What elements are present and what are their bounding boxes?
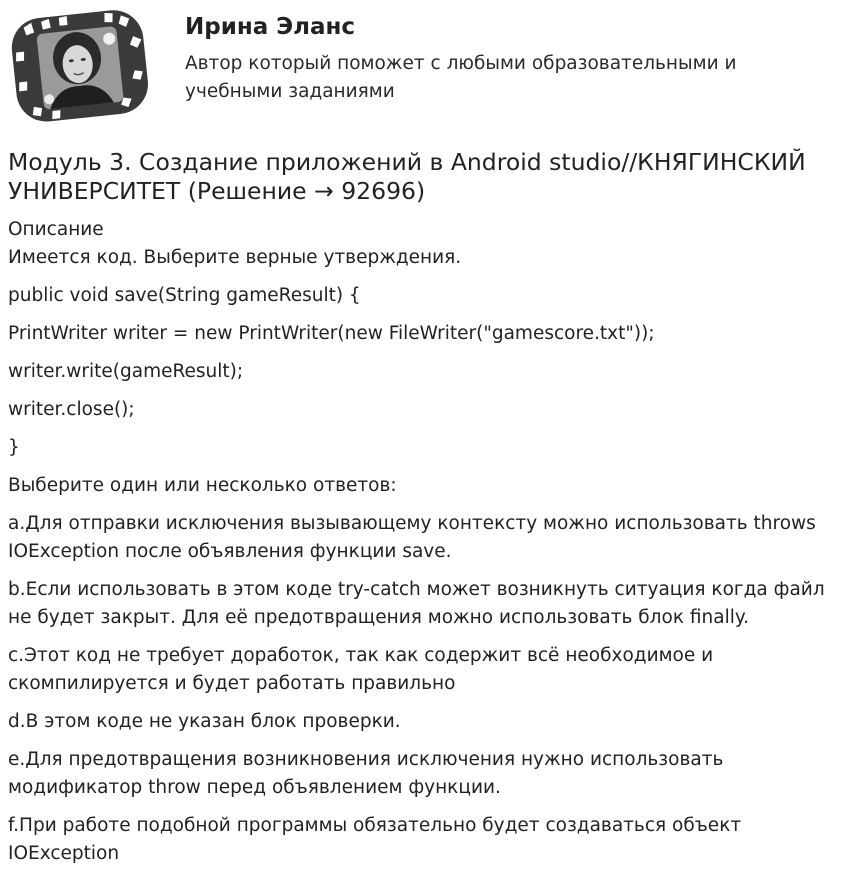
avatar-film-frame-icon xyxy=(6,6,152,128)
author-name[interactable]: Ирина Эланс xyxy=(185,14,356,40)
page-title: Модуль 3. Создание приложений в Android studio//КНЯГИНСКИЙ УНИВЕРСИТЕТ (Решение → 92696) xyxy=(8,148,806,205)
author-avatar[interactable] xyxy=(6,6,152,128)
code-line: writer.write(gameResult); xyxy=(8,361,244,382)
code-line: public void save(String gameResult) { xyxy=(8,285,361,306)
description-text: Имеется код. Выберите верные утверждения. xyxy=(8,247,462,268)
answer-option-f: f.При работе подобной программы обязательно будет создаваться объект IOException xyxy=(8,815,742,864)
code-line: writer.close(); xyxy=(8,399,135,420)
answer-option-e: e.Для предотвращения возникновения исключения нужно использовать модификатор throw перед объявлением функции. xyxy=(8,749,724,798)
code-line: PrintWriter writer = new PrintWriter(new FileWriter("gamescore.txt")); xyxy=(8,323,655,344)
answer-option-b: b.Если использовать в этом коде try-catch может возникнуть ситуация когда файл не будет закрыт. Для её предотвращения можно использовать блок finally. xyxy=(8,579,825,628)
author-description: Автор который поможет с любыми образовательными и учебными заданиями xyxy=(185,53,737,102)
answer-option-c: c.Этот код не требует доработок, так как содержит всё необходимое и скомпилируется и будет работать правильно xyxy=(8,645,714,694)
code-line: } xyxy=(8,437,20,458)
answer-option-d: d.В этом коде не указан блок проверки. xyxy=(8,711,401,732)
author-header xyxy=(0,0,847,135)
question-content xyxy=(8,216,844,868)
description-label: Описание xyxy=(8,219,104,240)
answer-prompt: Выберите один или несколько ответов: xyxy=(8,475,397,496)
answer-option-a: a.Для отправки исключения вызывающему контексту можно использовать throws IOException после объявления функции save. xyxy=(8,513,816,562)
